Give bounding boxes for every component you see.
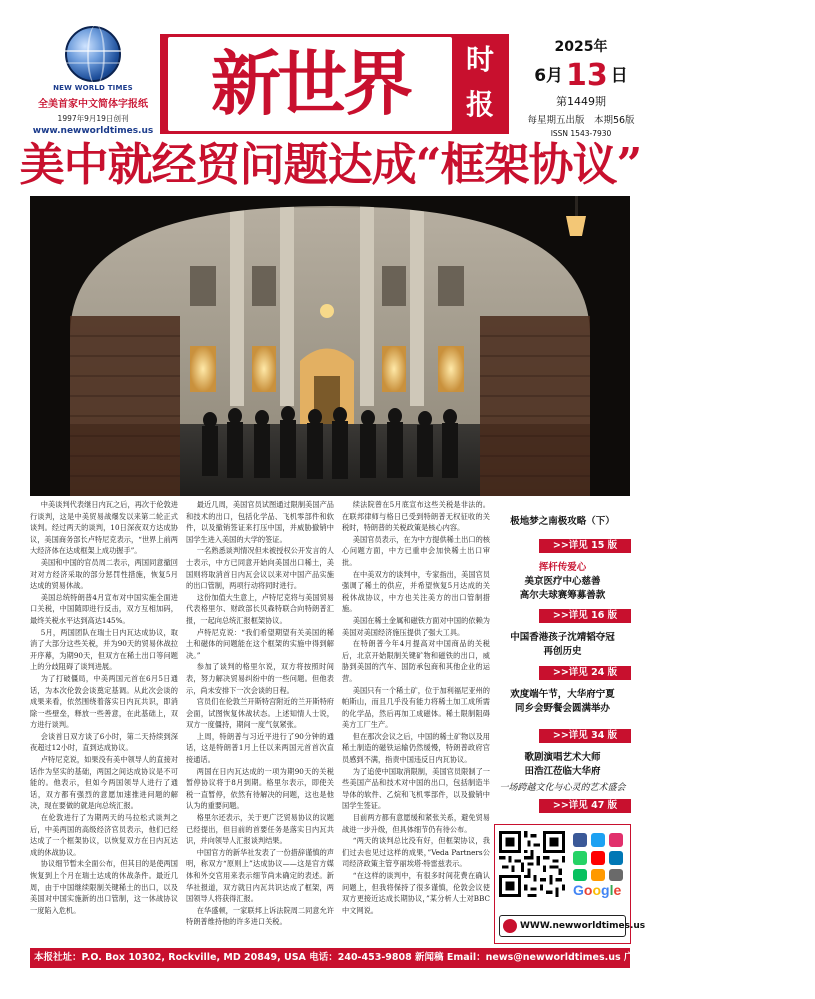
qr-code-icon[interactable] xyxy=(499,831,565,897)
article-paragraph: 协议细节暂未全面公布，但其目的是使两国恢复到上个月在瑞士达成的休战条件。最近几周，由于中国继续限制关键稀土的出口，以及美国对中国实施新的出口管制，这一休战协议一度陷入危机。 xyxy=(30,859,178,915)
page-ref-24[interactable]: >>详见 24 版 xyxy=(539,666,631,680)
twitter-icon xyxy=(591,833,605,847)
index-item-24[interactable] xyxy=(494,631,631,659)
index-headline: 美京医疗中心慈善 xyxy=(524,576,601,587)
subtitle-char-1: 时 xyxy=(465,43,494,76)
article-paragraph: 在华盛顿，一家联邦上诉法院周二同意允许特朗普维持他的许多进口关税。 xyxy=(186,905,334,927)
lead-article xyxy=(30,499,490,944)
index-item-34[interactable] xyxy=(494,688,631,716)
issn: ISSN 1543-7930 xyxy=(550,129,612,138)
subtitle-char-2: 报 xyxy=(465,88,494,121)
issue-year: 2025年 xyxy=(554,39,608,55)
website-box[interactable] xyxy=(499,915,646,937)
issue-month: 6月 xyxy=(534,66,564,86)
founded-date: 1997年9月19日创刊 xyxy=(57,114,129,123)
headline-text[interactable]: 美中就经贸问题达成“框架协议” xyxy=(19,138,642,191)
article-paragraph: 美国官员表示，在为中方提供稀土出口的核心问题方面，中方已重申会加快稀土出口审批。 xyxy=(342,534,490,567)
article-paragraph: 美国和中国的官员周二表示，两国同意撤回对对方经济采取的部分惩罚性措施，恢复5月达成的贸易休战。 xyxy=(30,557,178,591)
index-headline: 高尔夫球赛筹募善款 xyxy=(519,590,606,601)
article-paragraph: 格里尔还表示，关于更广泛贸易协议的议题已经提出，但目前的首要任务是落实日内瓦共识，并向领导人汇报谈判结果。 xyxy=(186,813,334,846)
lancaster-house-photo xyxy=(30,196,630,496)
article-paragraph: 会谈首日双方谈了6小时，第二天持续到深夜超过12小时，直到达成协议。 xyxy=(30,731,178,753)
article-paragraph: 为了追使中国取消限制，美国官员限制了一些美国产品和技术对中国的出口，包括制造半导体的软件、乙烷和飞机零部件，以及撤销中国学生签证。 xyxy=(342,766,490,811)
article-paragraph: “在这样的谈判中，有很多时间花费在确认问题上，但我将保持了很多谨慎，伦敦会议使双方更接近达成长期协议，”某分析人士对BBC中文网说。 xyxy=(342,871,490,915)
rss-icon xyxy=(591,869,605,881)
article-column-2 xyxy=(186,499,334,944)
article-paragraph: 两国在日内瓦达成的一项为期90天的关税暂停协议将于8月到期。格里尔表示，即使关税一直暂停，依然有待解决的问题，这也是他认为的重要问题。 xyxy=(186,766,334,811)
article-column-1 xyxy=(30,499,178,944)
logo-name: NEW WORLD TIMES xyxy=(53,84,133,92)
globe-icon xyxy=(503,919,517,933)
article-paragraph: 在中美双方的谈判中，专家指出，美国官员强调了稀土的供应，并希望恢复5月达成的关税休战协议，中方也关注美方的出口管制措施。 xyxy=(342,569,490,614)
article-paragraph: 在伦敦进行了为期两天的马拉松式谈判之后，中美两国的高级经济官员表示，他们已经达成了一个框架协议，以恢复双方在日内瓦达成的休战协议。 xyxy=(30,813,178,857)
website-url[interactable]: www.newworldtimes.us xyxy=(32,126,154,136)
front-page-headline xyxy=(0,136,661,194)
contact-box xyxy=(494,824,646,944)
article-paragraph: 5月，两国团队在瑞士日内瓦达成协议，取消了大部分这些关税，并为90天的贸易休战拉开序幕，为期90天，但双方在稀土出口等问题上的分歧阻碍了谈判进展。 xyxy=(30,627,178,672)
newspaper-subtitle xyxy=(455,37,505,131)
article-paragraph: 最近几周，美国官员试图通过限制美国产品和技术的出口，包括化学品、飞机零部件和软件，以及撤销签证来打压中国，并威胁撤销中国学生进入美国的大学的签证。 xyxy=(186,500,334,544)
index-headline: 极地梦之南极攻略（下） xyxy=(510,516,615,527)
index-headline: 再创历史 xyxy=(543,646,582,657)
website-link[interactable]: WWW.newworldtimes.us xyxy=(520,921,646,931)
email-icon xyxy=(609,869,623,881)
whatsapp-icon xyxy=(573,851,587,865)
article-paragraph: 参加了谈判的格里尔说，双方将按照时间表，努力解决贸易纠纷中的一些问题。但他表示，尚未安排下一次会谈的日程。 xyxy=(186,662,334,695)
index-item-15[interactable] xyxy=(494,515,631,529)
instagram-icon xyxy=(609,833,623,847)
article-paragraph: 卢特尼克说，如果没有美中领导人的直接对话作为坚实的基础，两国之间达成协议是不可能的。他表示，但如今两国领导人进行了通话，双方都有强烈的意愿加速推进问题的解决，现在要做的就是向总统汇报。 xyxy=(30,755,178,811)
facebook-icon xyxy=(573,833,587,847)
newspaper-logo xyxy=(28,26,158,136)
article-paragraph: 美国在稀土金属和磁铁方面对中国的依赖为美国对美国经济施压提供了强大工具。 xyxy=(342,615,490,637)
issue-date xyxy=(516,58,646,93)
page-ref-16[interactable]: >>详见 16 版 xyxy=(539,609,631,623)
article-paragraph: 续法院曾在5月底宣布这些关税是非法的。在联邦律师与格日已受到特朗普无权征收的关税时，特朗普的关税政策是核心内容。 xyxy=(342,500,490,533)
issue-number: 第1449期 xyxy=(556,95,606,108)
linkedin-icon xyxy=(609,851,623,865)
page-ref-47[interactable]: >>详见 47 版 xyxy=(539,799,631,813)
publication-info: 每星期五出版 本期56版 xyxy=(527,115,635,126)
masthead xyxy=(0,0,661,138)
article-paragraph: 这份加值大生意上，卢特尼克将与美国贸易代表格里尔、财政部长贝森特联合向特朗普汇报，一起向总统汇报框架协议。 xyxy=(186,592,334,625)
issue-date-block xyxy=(516,36,646,138)
index-headline: 歌剧演唱艺术大师 xyxy=(524,752,601,763)
index-headline: 田浩江莅临大华府 xyxy=(524,766,601,777)
article-paragraph: “两天的谈判总比没有好，但框架协议，我们过去也见过这样的成果，”Veda Partners公司经济政策主管亨丽埃塔·特雷兹表示。 xyxy=(342,836,490,869)
globe-icon xyxy=(65,26,121,82)
google-logo: Google xyxy=(573,882,622,898)
article-paragraph: 在特朗普今年4月提高对中国商品的关税后，北京开始限制关键矿物和磁铁的出口，威胁到美国的汽车、国防承包商和其他企业的运营。 xyxy=(342,639,490,683)
index-headline: 同乡会野餐会圆满举办 xyxy=(514,703,610,714)
newspaper-title: 新世界 xyxy=(211,42,409,125)
issue-day: 13 xyxy=(566,58,608,93)
article-paragraph: 中美谈判代表继日内瓦之后，再次于伦敦进行谈判，这是中美贸易战爆发以来第二轮正式谈判。经过两天的谈判，10日深夜双方达成协议，美国商务部长卢特尼克表示，“世界上前两大经济体在达成框架上成功握手”。 xyxy=(30,500,178,556)
index-headline: 中国香港孩子沈靖韬夺冠 xyxy=(510,632,615,643)
index-item-16[interactable] xyxy=(494,561,631,603)
article-paragraph: 中国官方的新华社发表了一份措辞谨慎的声明，称双方“原则上”达成协议——这是官方媒体和外交官用来表示细节尚未确定的表述。新华社报道，双方就日内瓦共识达成了框架，两国领导人将获得汇报。 xyxy=(186,847,334,904)
contact-footer: 本报社址：P.O. Box 10302, Rockville, MD 20849, USA 电话：240-453-9808 新闻稿 Email：news@newworldtimes.us 广告稿 Email：ad@newworldtimes.us xyxy=(30,948,630,968)
article-paragraph: 为了打破僵局，中美两国元首在6月5日通话，为本次伦敦会谈奠定基调。从此次会谈的成果来看，依然围绕着落实日内瓦共识，即消除一些壁垒，释放一些善意，在此基础上，双方进行谈判。 xyxy=(30,673,178,730)
article-column-3 xyxy=(342,499,490,944)
article-paragraph: 美国只有一个稀土矿，位于加利福尼亚州的帕斯山，而且几乎没有能力将稀土加工成所需的化学品，然后再加工成磁体。稀土限制阻碍美方工厂生产。 xyxy=(342,685,490,730)
sidebar-index xyxy=(494,499,646,944)
article-paragraph: 但在那次会议之后，中国的稀土矿物以及用稀土制造的磁铁运输仍然缓慢，特朗普政府官员感到不满，指责中国违反日内瓦协议。 xyxy=(342,731,490,765)
page-ref-15[interactable]: >>详见 15 版 xyxy=(539,539,631,553)
newspaper-title-box xyxy=(168,37,452,131)
issue-day-suffix: 日 xyxy=(610,66,628,86)
article-paragraph: 官员们在伦敦兰开斯特宫附近的兰开斯特府会面，试图恢复休战状态。上述知情人士说，双方一度僵持，期间一度气氛紧张。 xyxy=(186,697,334,730)
article-paragraph: 卢特尼克说：“我们希望期望有关美国的稀土和磁体的问题能在这个框架的实施中得到解决。” xyxy=(186,627,334,660)
index-subtitle: 一场跨越文化与心灵的艺术盛会 xyxy=(499,783,626,793)
index-headline: 挥杆传爱心 xyxy=(538,562,587,573)
lead-photo xyxy=(30,196,630,496)
logo-slogan: 全美首家中文简体字报纸 xyxy=(38,99,148,110)
article-paragraph: 上周，特朗普与习近平进行了90分钟的通话，这是特朗普1月上任以来两国元首首次直接通话。 xyxy=(186,731,334,765)
index-item-47[interactable] xyxy=(494,751,631,793)
youtube-icon xyxy=(591,851,605,865)
article-paragraph: 一名熟悉谈判情况但未被授权公开发言的人士表示，中方已同意开始向美国出口稀土，美国则将取消首日内瓦会议以来对中国产品实施的出口管制，两项行动将同时进行。 xyxy=(186,546,334,591)
article-paragraph: 美国总统特朗普4月宣布对中国实施全面进口关税，中国随即进行反击，双方互相加码，最终关税水平达到高达145%。 xyxy=(30,592,178,625)
article-paragraph: 目前两方都有意愿缓和紧张关系，避免贸易战进一步升级，但具体细节仍有待公布。 xyxy=(342,813,490,834)
page-ref-34[interactable]: >>详见 34 版 xyxy=(539,729,631,743)
wechat-icon xyxy=(573,869,587,881)
index-headline: 欢度端午节，大华府宁夏 xyxy=(510,689,615,700)
